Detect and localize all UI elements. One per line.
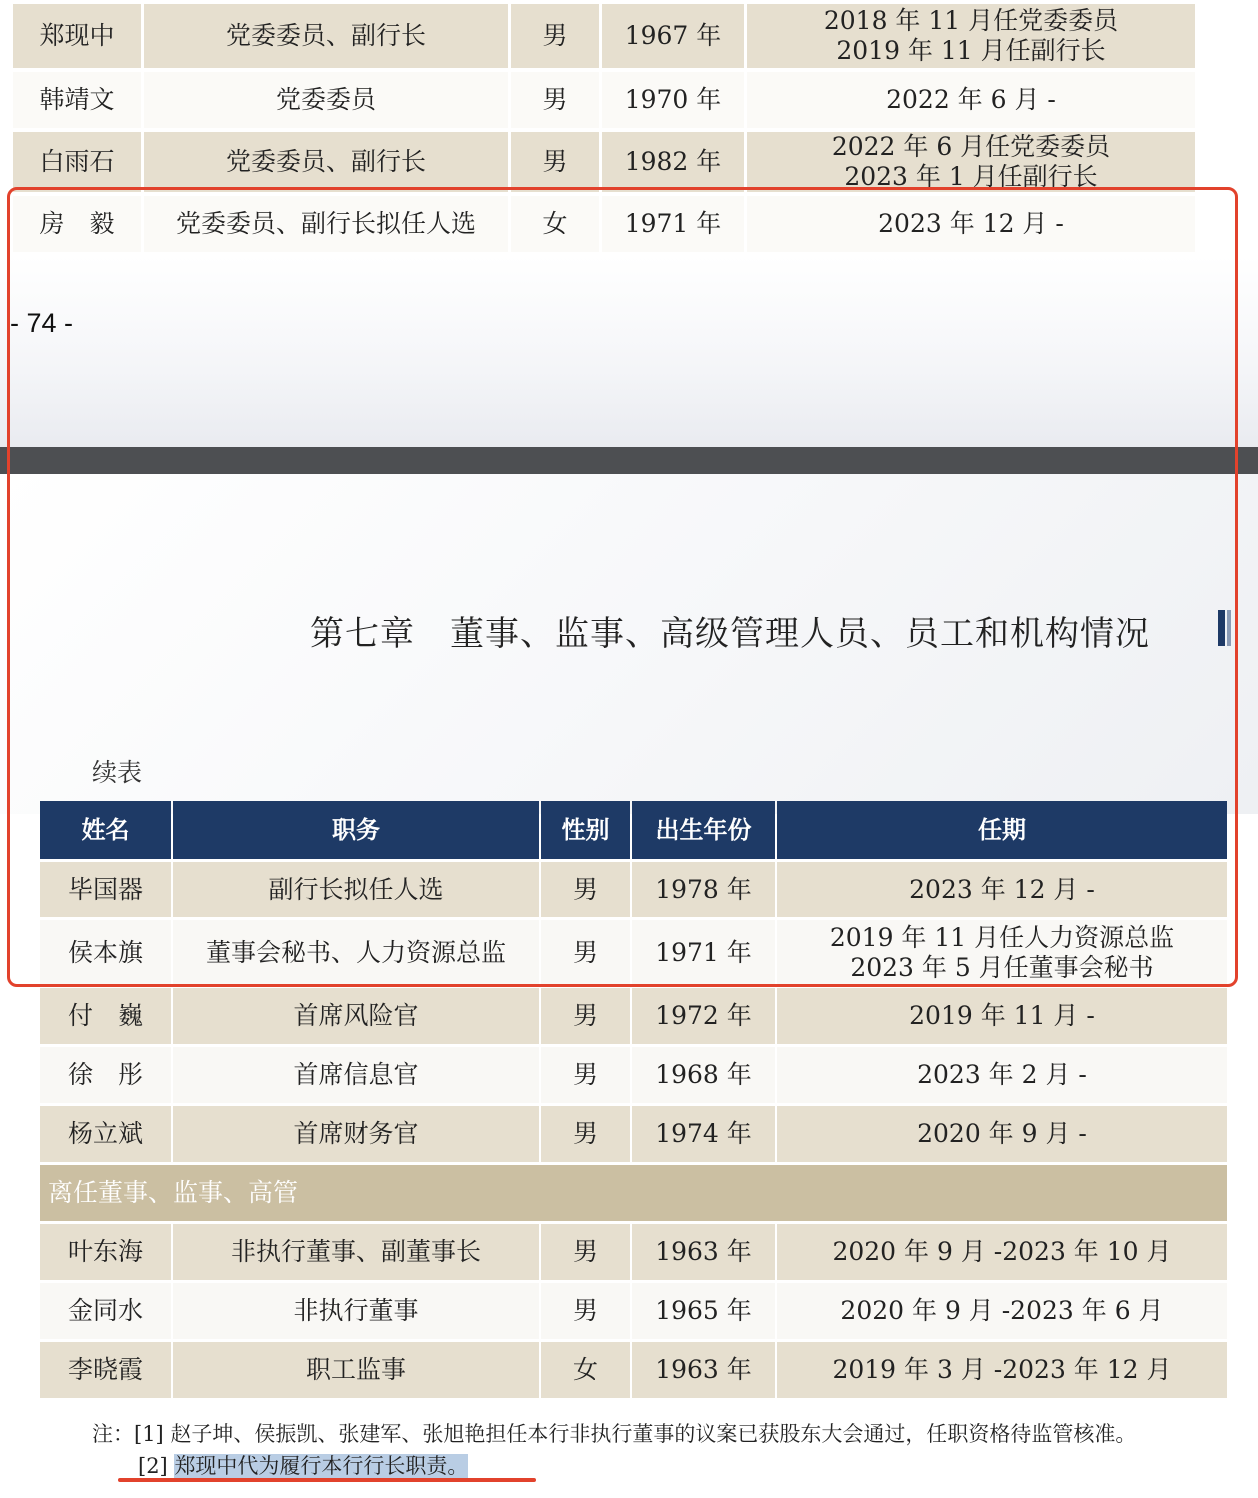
name-cell: 毕国器: [40, 862, 171, 917]
chapter-marker-icon: [1218, 610, 1225, 646]
name-cell: 叶东海: [40, 1224, 171, 1280]
position-cell: 职工监事: [173, 1342, 539, 1398]
term-cell: [777, 1106, 1227, 1162]
table-row: [13, 132, 1195, 192]
gender-cell: 男: [541, 920, 630, 985]
term-cell: [747, 132, 1195, 192]
table-row: [13, 4, 1195, 68]
birth-cell: 1971 年: [632, 920, 775, 985]
header-term: 任期: [777, 801, 1227, 859]
gender-cell: 男: [511, 132, 599, 192]
term-cell: [777, 1224, 1227, 1280]
position-cell: 非执行董事、副董事长: [173, 1224, 539, 1280]
birth-cell: 1963 年: [632, 1342, 775, 1398]
gender-cell: 男: [541, 1047, 630, 1103]
table-row: [40, 1342, 1227, 1398]
term-line: 2023 年 2 月 -: [917, 1060, 1087, 1089]
term-cell: [777, 1342, 1227, 1398]
table-section-row: [40, 1165, 1227, 1221]
name-cell: 韩靖文: [13, 72, 141, 128]
annotation-underline: [118, 1478, 536, 1482]
term-line: 2023 年 12 月 -: [878, 209, 1064, 238]
header-birth: 出生年份: [632, 801, 775, 859]
management-table: [38, 798, 1229, 1401]
table-row: [13, 196, 1195, 252]
table-header-row: [40, 801, 1227, 859]
gender-cell: 男: [541, 1283, 630, 1339]
birth-cell: 1982 年: [602, 132, 744, 192]
term-cell: [777, 920, 1227, 985]
gender-cell: 女: [541, 1342, 630, 1398]
term-cell: [777, 988, 1227, 1044]
note-number: [1]: [134, 1422, 164, 1446]
term-line: 2019 年 11 月 -: [909, 1001, 1095, 1030]
previous-page-table: [10, 0, 1198, 256]
table-row: [40, 1047, 1227, 1103]
birth-cell: 1963 年: [632, 1224, 775, 1280]
term-line: 2020 年 9 月 -2023 年 10 月: [832, 1237, 1172, 1266]
term-line: 2019 年 11 月任人力资源总监: [829, 922, 1175, 952]
position-cell: 党委委员: [144, 72, 508, 128]
term-line: 2020 年 9 月 -: [917, 1119, 1087, 1148]
birth-cell: 1970 年: [602, 72, 744, 128]
page-gap-background: [0, 256, 1258, 448]
birth-cell: 1968 年: [632, 1047, 775, 1103]
page-number: - 74 -: [10, 308, 74, 338]
name-cell: 房 毅: [13, 196, 141, 252]
position-cell: 首席财务官: [173, 1106, 539, 1162]
position-cell: 副行长拟任人选: [173, 862, 539, 917]
header-position: 职务: [173, 801, 539, 859]
term-cell: [777, 1283, 1227, 1339]
position-cell: 党委委员、副行长: [144, 132, 508, 192]
birth-cell: 1974 年: [632, 1106, 775, 1162]
term-line: 2018 年 11 月任党委委员: [823, 6, 1119, 35]
section-label: 离任董事、监事、高管: [40, 1165, 1227, 1221]
gender-cell: 男: [511, 72, 599, 128]
table-notes: [92, 1418, 1136, 1482]
table-row: [40, 920, 1227, 985]
name-cell: 侯本旗: [40, 920, 171, 985]
term-line: 2023 年 12 月 -: [909, 874, 1095, 904]
gender-cell: 女: [511, 196, 599, 252]
gender-cell: 男: [541, 862, 630, 917]
name-cell: 李晓霞: [40, 1342, 171, 1398]
birth-cell: 1965 年: [632, 1283, 775, 1339]
table-row: [40, 1224, 1227, 1280]
term-line: 2019 年 11 月任副行长: [836, 36, 1106, 65]
position-cell: 董事会秘书、人力资源总监: [173, 920, 539, 985]
position-cell: 党委委员、副行长拟任人选: [144, 196, 508, 252]
position-cell: 首席风险官: [173, 988, 539, 1044]
note-line-1: [92, 1418, 1136, 1450]
gender-cell: 男: [541, 1106, 630, 1162]
gender-cell: 男: [541, 988, 630, 1044]
position-cell: 党委委员、副行长: [144, 4, 508, 68]
name-cell: 郑现中: [13, 4, 141, 68]
term-line: 2022 年 6 月任党委委员: [831, 132, 1111, 161]
term-cell: [777, 862, 1227, 917]
note-text: 赵子坤、侯振凯、张建军、张旭艳担任本行非执行董事的议案已获股东大会通过，任职资格待监管核准。: [170, 1422, 1137, 1446]
position-cell: 首席信息官: [173, 1047, 539, 1103]
page-separator-bar: [0, 447, 1258, 474]
birth-cell: 1972 年: [632, 988, 775, 1044]
table-row: [40, 988, 1227, 1044]
term-cell: [747, 72, 1195, 128]
gender-cell: 男: [541, 1224, 630, 1280]
header-name: 姓名: [40, 801, 171, 859]
note-number: [2]: [138, 1454, 168, 1478]
name-cell: 徐 彤: [40, 1047, 171, 1103]
header-gender: 性别: [541, 801, 630, 859]
term-line: 2023 年 1 月任副行长: [844, 162, 1098, 191]
term-cell: [747, 196, 1195, 252]
term-cell: [747, 4, 1195, 68]
term-line: 2019 年 3 月 -2023 年 12 月: [832, 1355, 1172, 1384]
name-cell: 杨立斌: [40, 1106, 171, 1162]
term-line: 2023 年 5 月任董事会秘书: [850, 952, 1154, 982]
table-row: [13, 72, 1195, 128]
highlighted-note-text: 郑现中代为履行本行行长职责。: [174, 1454, 469, 1478]
birth-cell: 1978 年: [632, 862, 775, 917]
term-line: 2020 年 9 月 -2023 年 6 月: [840, 1296, 1164, 1325]
name-cell: 白雨石: [13, 132, 141, 192]
note-prefix: 注：: [92, 1422, 134, 1446]
name-cell: 金同水: [40, 1283, 171, 1339]
table-row: [40, 1283, 1227, 1339]
birth-cell: 1971 年: [602, 196, 744, 252]
birth-cell: 1967 年: [602, 4, 744, 68]
position-cell: 非执行董事: [173, 1283, 539, 1339]
name-cell: 付 巍: [40, 988, 171, 1044]
term-cell: [777, 1047, 1227, 1103]
chapter-marker-accent: [1227, 610, 1231, 646]
term-line: 2022 年 6 月 -: [886, 85, 1056, 114]
gender-cell: 男: [511, 4, 599, 68]
table-row: [40, 862, 1227, 917]
chapter-title: 第七章 董事、监事、高级管理人员、员工和机构情况: [310, 614, 1150, 654]
table-row: [40, 1106, 1227, 1162]
continued-label: 续表: [92, 758, 143, 787]
